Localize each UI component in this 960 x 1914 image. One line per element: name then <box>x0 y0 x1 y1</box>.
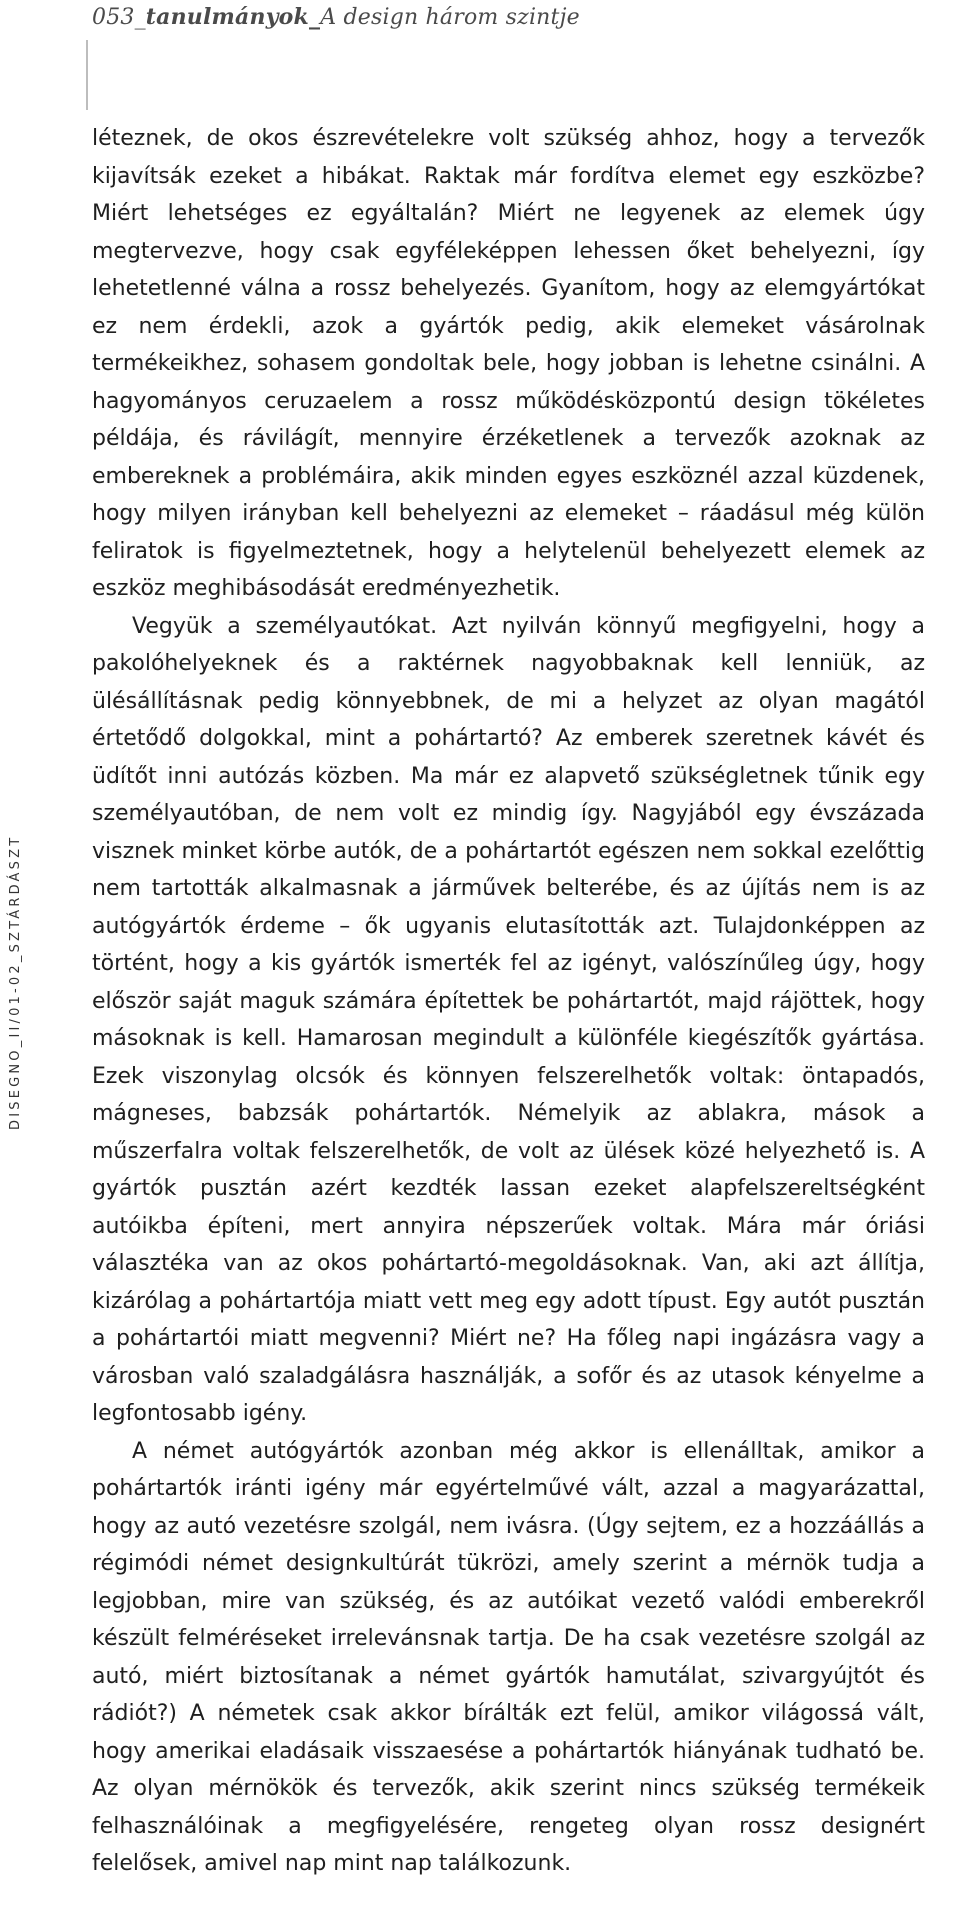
journal-side-label: DISEGNO_II/01-02_SZTÁRDÁSZT <box>8 834 23 1130</box>
section-label: tanulmányok_ <box>145 4 321 30</box>
paragraph-1: léteznek, de okos észrevételekre volt szükség ahhoz, hogy a tervezők kijavítsák ezeket a hibákat. Raktak már fordítva elemet egy eszközbe? Miért lehetséges ez egyáltalán? Miért ne legyenek az elemek úgy megtervezve, hogy csak egyféleképpen lehessen őket behelyezni, így lehetetlenné válna a rossz behelyezés. Gyanítom, hogy az elemgyártókat ez nem érdekli, azok a gyártók pedig, akik elemeket vásárolnak termékeikhez, sohasem gondoltak bele, hogy jobban is lehetne csinálni. A hagyományos ceruzaelem a rossz működésközpontú design tökéletes példája, és rávilágít, mennyire érzéketlenek a tervezők azoknak az embereknek a problémáira, akik minden egyes eszköznél azzal küzdenek, hogy milyen irányban kell behelyezni az elemeket – ráadásul még külön feliratok is figyelmeztetnek, hogy a helytelenül behelyezett elemek az eszköz meghibásodását eredményezhetik. <box>92 126 925 601</box>
article-title: A design három szintje <box>320 5 580 30</box>
page-number: 053_ <box>92 5 146 30</box>
paragraph-3: A német autógyártók azonban még akkor is ellenálltak, amikor a pohártartók iránti igény már egyértelművé vált, azzal a magyarázattal, hogy az autó vezetésre szolgál, nem ivásra. (Úgy sejtem, ez a hozzáállás a régimódi német designkultúrát tükrözi, amely szerint a mérnök tudja a legjobban, mire van szükség, és az autóikat vezető valódi emberekről készült felméréseket irrelevánsnak tartja. De ha csak vezetésre szolgál az autó, miért biztosítanak a német gyártók hamutálat, szivargyújtót és rádiót?) A németek csak akkor bírálták ezt felül, amikor világossá vált, hogy amerikai eladásaik visszaesése a pohártartók hiányának tudható be. Az olyan mérnökök és tervezők, akik szerint nincs szükség termékeik felhasználóinak a megfigyelésére, rengeteg olyan rossz designért felelősek, amivel nap mint nap találkozunk. <box>92 1438 925 1876</box>
paragraph-2: Vegyük a személyautókat. Azt nyilván könnyű megfigyelni, hogy a pakolóhelyeknek és a raktérnek nagyobbaknak kell lenniük, az ülésállításnak pedig könnyebbnek, de mi a helyzet az olyan magától értetődő dolgokkal, mint a pohártartó? Az emberek szeretnek kávét és üdítőt inni autózás közben. Ma már ez alapvető szükségletnek tűnik egy személyautóban, de nem volt ez mindig így. Nagyjából egy évszázada visznek minket körbe autók, de a pohártartót egészen nem sokkal ezelőttig nem tartották alkalmasnak a járművek belterébe, és az újítás nem is az autógyártók érdeme – ők ugyanis elutasították azt. Tulajdonképpen az történt, hogy a kis gyártók ismerték fel az igényt, valószínűleg úgy, hogy először saját maguk számára építettek be pohártartót, majd rájöttek, hogy másoknak is kell. Hamarosan megindult a különféle kiegészítők gyártása. Ezek viszonylag olcsók és könnyen felszerelhetők voltak: öntapadós, mágneses, babzsák pohártartók. Némelyik az ablakra, mások a műszerfalra voltak felszerelhetők, de volt az ülések közé helyezhető is. A gyártók pusztán azért kezdték lassan ezeket alapfelszereltségként autóikba építeni, mert annyira népszerűek voltak. Mára már óriási választéka van az okos pohártartó-megoldásoknak. Van, aki azt állítja, kizárólag a pohártartója miatt vett meg egy adott típust. Egy autót pusztán a pohártartói miatt megvenni? Miért ne? Ha főleg napi ingázásra vagy a városban való szaladgálásra használják, a sofőr és az utasok kényelme a legfontosabb igény. <box>92 613 925 1426</box>
running-head <box>92 4 580 30</box>
header-rule <box>86 40 88 110</box>
article-body <box>92 120 925 1883</box>
